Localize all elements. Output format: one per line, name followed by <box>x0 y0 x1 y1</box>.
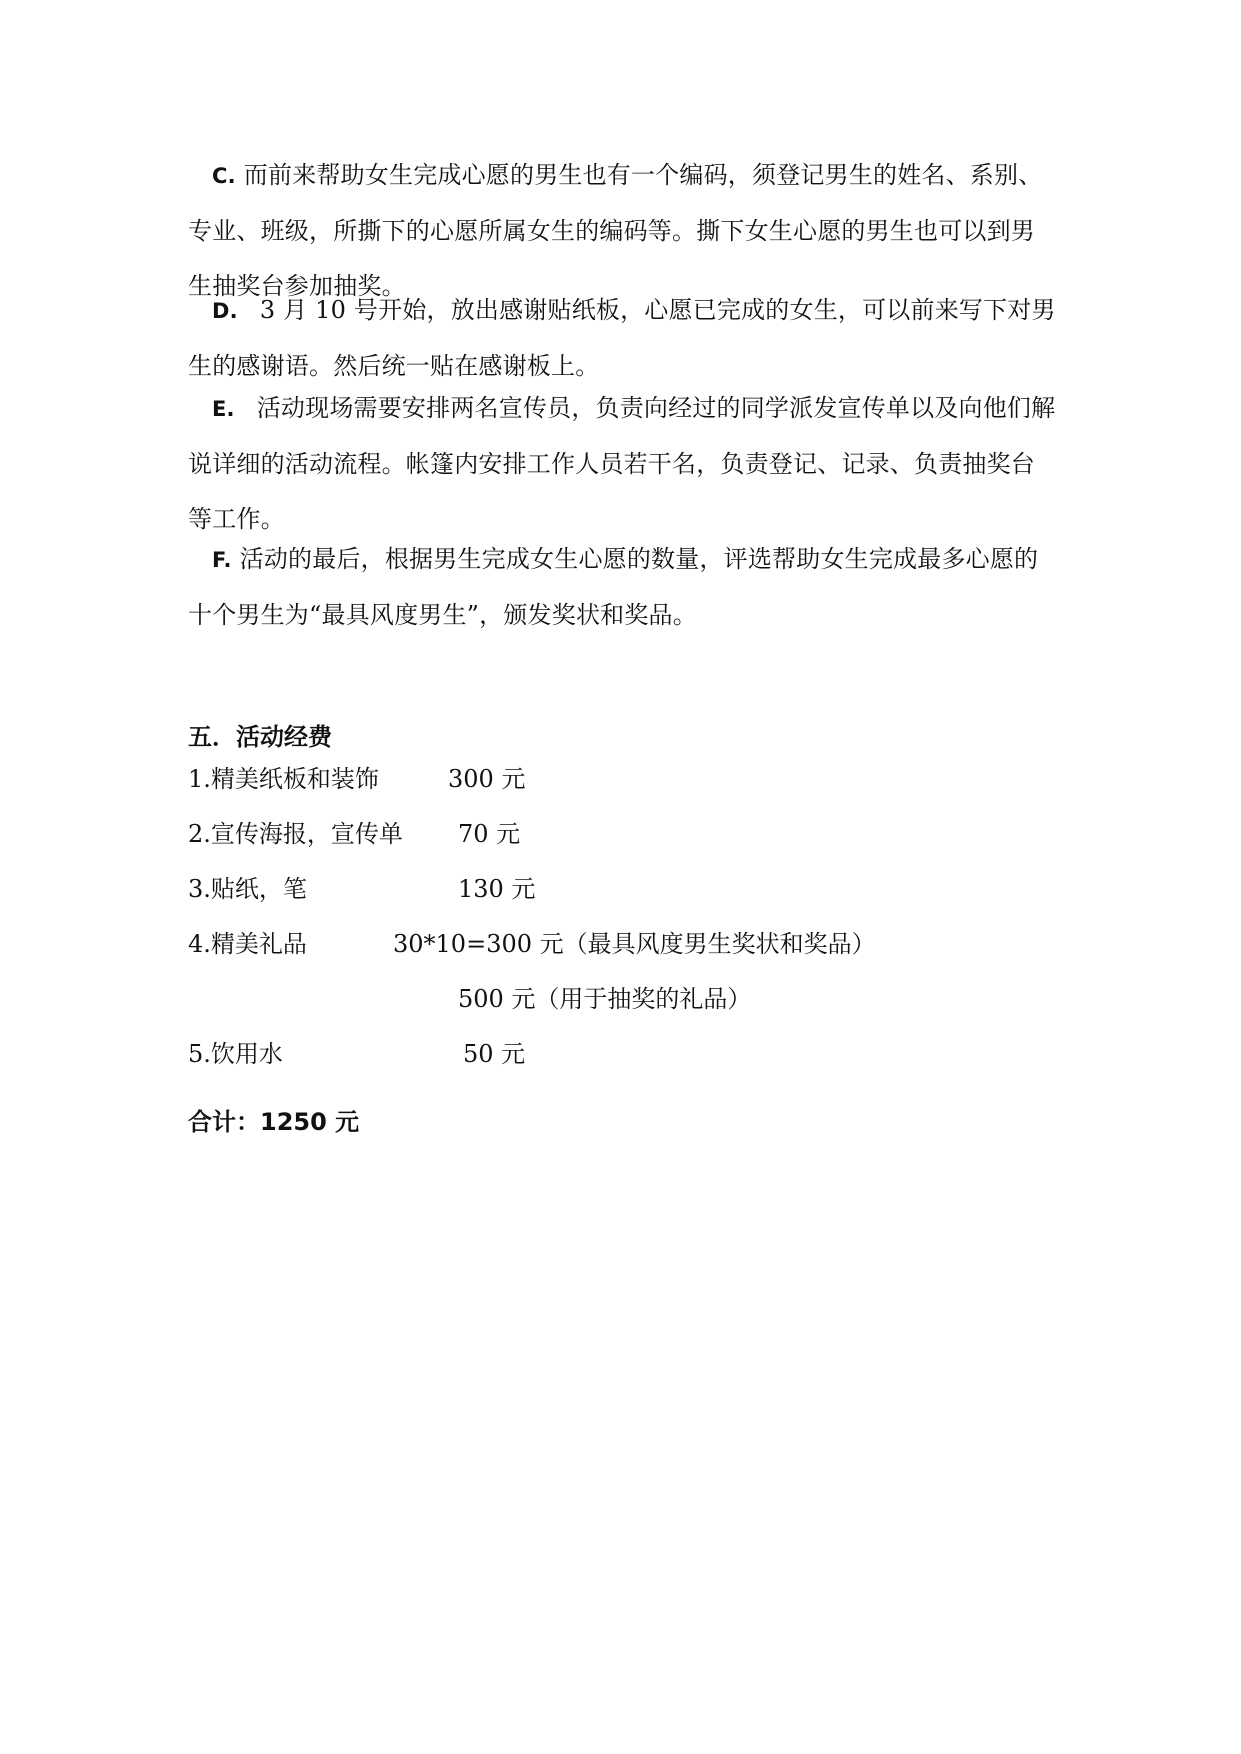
budget-item-label: 3.贴纸，笔 <box>188 875 307 903</box>
paragraph-f-text: 活动的最后，根据男生完成女生心愿的数量，评选帮助女生完成最多心愿的十个男生为“最具风度男生”，颁发奖状和奖品。 <box>188 545 1039 629</box>
budget-row-3 <box>188 862 1058 917</box>
paragraph-e-text: 活动现场需要安排两名宣传员，负责向经过的同学派发宣传单以及向他们解说详细的活动流程。帐篷内安排工作人员若干名，负责登记、记录、负责抽奖台等工作。 <box>188 394 1056 533</box>
item-marker-f: F. <box>212 548 232 572</box>
budget-item-label: 5.饮用水 <box>188 1040 283 1068</box>
budget-item-label: 2.宣传海报，宣传单 <box>188 820 403 848</box>
item-marker-e: E. <box>212 397 235 421</box>
paragraph-f <box>188 532 1058 643</box>
budget-item-amount: 300 元 <box>448 765 526 793</box>
paragraph-c-text: 而前来帮助女生完成心愿的男生也有一个编码，须登记男生的姓名、系别、专业、班级，所撕下的心愿所属女生的编码等。撕下女生心愿的男生也可以到男生抽奖台参加抽奖。 <box>188 161 1043 300</box>
budget-item-amount: 500 元（用于抽奖的礼品） <box>458 985 752 1013</box>
budget-row-1 <box>188 752 1058 807</box>
budget-row-4b <box>188 972 1058 1027</box>
budget-total: 合计：1250 元 <box>188 1108 360 1136</box>
paragraph-d <box>188 283 1058 394</box>
paragraph-d-text: 3 月 10 号开始，放出感谢贴纸板，心愿已完成的女生，可以前来写下对男生的感谢语。然后统一贴在感谢板上。 <box>188 296 1056 380</box>
budget-row-5 <box>188 1027 1058 1082</box>
budget-row-2 <box>188 807 1058 862</box>
budget-item-amount: 130 元 <box>458 875 536 903</box>
budget-item-amount: 30*10=300 元（最具风度男生奖状和奖品） <box>393 930 876 958</box>
budget-row-4 <box>188 917 1058 972</box>
item-marker-c: C. <box>212 164 236 188</box>
budget-item-amount: 50 元 <box>463 1040 526 1068</box>
section-title-budget: 五．活动经费 <box>188 723 332 751</box>
budget-item-label: 1.精美纸板和装饰 <box>188 765 379 793</box>
item-marker-d: D. <box>212 299 238 323</box>
budget-item-label: 4.精美礼品 <box>188 930 307 958</box>
paragraph-e <box>188 381 1058 547</box>
budget-item-amount: 70 元 <box>458 820 521 848</box>
